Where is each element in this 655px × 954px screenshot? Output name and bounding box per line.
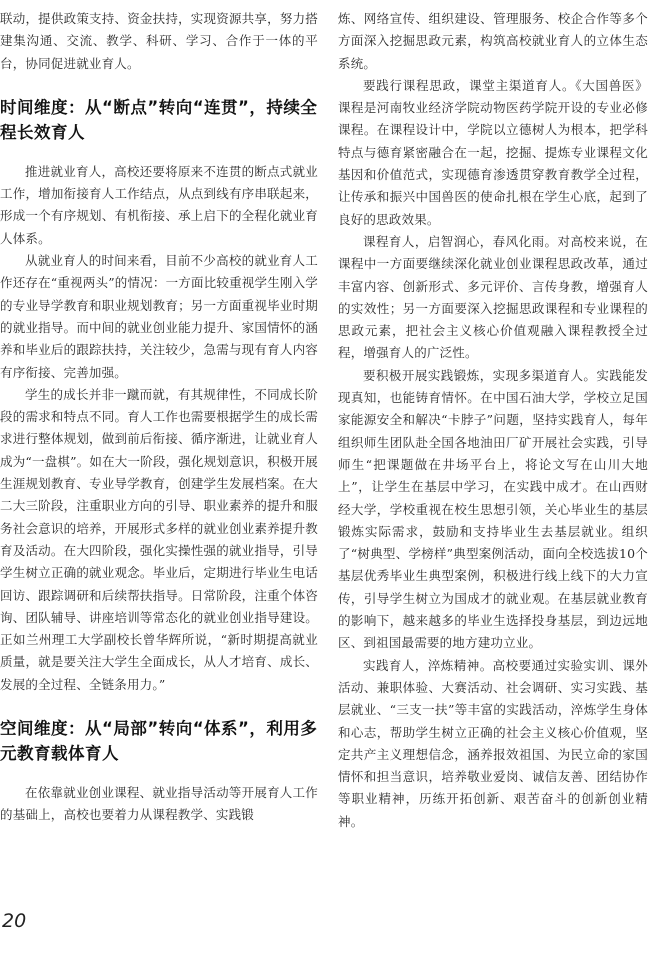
paragraph: 从就业育人的时间来看，目前不少高校的就业育人工作还存在“重视两头”的情况：一方面比较重视学生刚入学的专业导学教育和职业规划教育；另一方面重视毕业时期的就业指导。而中间的就业创业能力提升、家国情怀的涵养和毕业后的跟踪扶持，关注较少，急需与现有育人内容有序衔接、完善加强。: [0, 253, 318, 380]
page-number: 20: [2, 910, 27, 932]
paragraph: 在依靠就业创业课程、就业指导活动等开展育人工作的基础上，高校也要着力从课程教学、实践锻: [0, 785, 318, 823]
paragraph: 推进就业育人，高校还要将原来不连贯的断点式就业工作，增加衔接育人工作结点，从点到线有序串联起来，形成一个有序规划、有机衔接、承上启下的全程化就业育人体系。: [0, 163, 318, 246]
section-heading-space-dimension: 空间维度：从“局部”转向“体系”，利用多元教育载体育人: [0, 719, 318, 764]
paragraph: 学生的成长并非一蹴而就，有其规律性，不同成长阶段的需求和特点不同。育人工作也需要根据学生的成长需求进行整体规划，做到前后衔接、循序渐进，让就业育人成为“一盘棋”。如在大一阶段，强化规划意识，积极开展生涯规划教育、专业导学教育，创建学生发展档案。在大二大三阶段，注重职业方向的引导、职业素养的提升和服务社会意识的培养，开展形式多样的就业创业素养提升教育及活动。在大四阶段，强化实操性强的就业指导，引导学生树立正确的就业观念。毕业后，定期进行毕业生电话回访、跟踪调研和后续帮扶指导。日常阶段，注重个体咨询、团队辅导、讲座培训等常态化的就业创业指导建设。正如兰州理工大学副校长曾华辉所说，“新时期提高就业质量，就是要关注大学生全面成长，从人才培育、成长、发展的全过程、全链条用力。”: [0, 386, 318, 692]
paragraph-continued: 联动，提供政策支持、资金扶持，实现资源共享，努力搭建集沟通、交流、教学、科研、学习、合作于一体的平台，协同促进就业育人。: [0, 11, 318, 71]
section-heading-time-dimension: 时间维度：从“断点”转向“连贯”，持续全程长效育人: [0, 97, 318, 142]
paragraph: 要践行课程思政，课堂主渠道育人。《大国兽医》课程是河南牧业经济学院动物医药学院开设的专业必修课程。在课程设计中，学院以立德树人为根本，把学科特点与德育紧密融合在一起，挖掘、提炼专业课程文化基因和价值范式，实现德育渗透贯穿教育教学全过程，让传承和振兴中国兽医的使命扎根在学生心底，起到了良好的思政效果。: [338, 77, 648, 227]
paragraph-continued: 炼、网络宣传、组织建设、管理服务、校企合作等多个方面深入挖掘思政元素，构筑高校就业育人的立体生态系统。: [338, 11, 648, 71]
paragraph: 课程育人，启智润心，春风化雨。对高校来说，在课程中一方面要继续深化就业创业课程思政改革，通过丰富内容、创新形式、多元评价、言传身教，增强育人的实效性；另一方面要深入挖掘思政课程和专业课程的思政元素，把社会主义核心价值观融入课程教授全过程，增强育人的广泛性。: [338, 233, 648, 361]
left-column: [0, 0, 318, 827]
paragraph: 要积极开展实践锻炼，实现多渠道育人。实践能发现真知，也能铸育情怀。在中国石油大学，学校立足国家能源安全和解决“卡脖子”问题，坚持实践育人，每年组织师生团队赴全国各地油田厂矿开展社会实践，引导师生“把课题做在井场平台上，将论文写在山川大地上”，让学生在基层中学习，在实践中成才。在山西财经大学，学校重视在校生思想引领，关心毕业生的基层锻炼实际需求，鼓励和支持毕业生去基层就业。组织了“树典型、学榜样”典型案例活动，面向全校选拔10个基层优秀毕业生典型案例，积极进行线上线下的大力宣传，引导学生树立为国成才的就业观。在基层就业教育的影响下，越来越多的毕业生选择投身基层，到边远地区、到祖国最需要的地方建功立业。: [338, 367, 648, 651]
right-column: [338, 0, 648, 833]
paragraph: 实践育人，淬炼精神。高校要通过实验实训、课外活动、兼职体验、大赛活动、社会调研、实习实践、基层就业、“三支一扶”等丰富的实践活动，淬炼学生身体和心志，帮助学生树立正确的社会主义核心价值观，坚定共产主义理想信念，涵养报效祖国、为民立命的家国情怀和担当意识，培养敬业爱岗、诚信友善、团结协作等职业精神，历练开拓创新、艰苦奋斗的创新创业精神。: [338, 657, 648, 829]
